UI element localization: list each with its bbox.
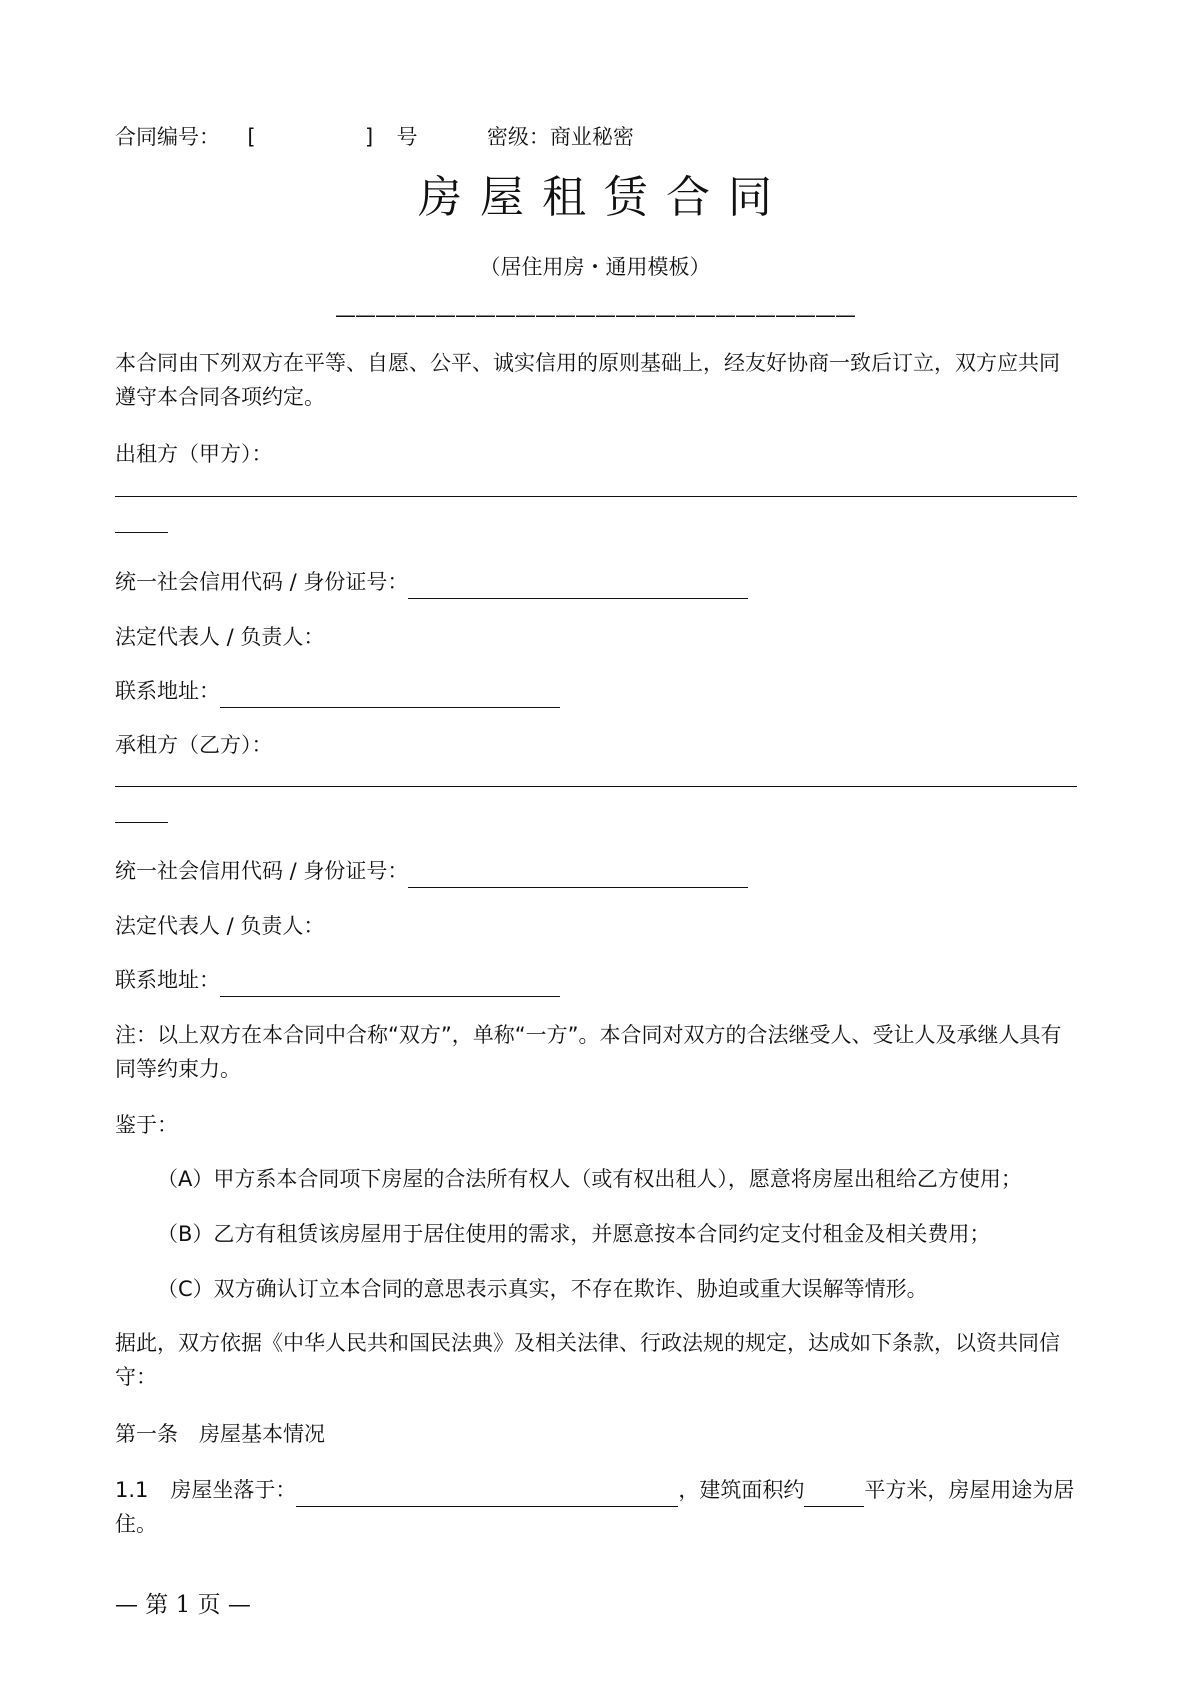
- whereas-item-a: （A）甲方系本合同项下房屋的合法所有权人（或有权出租人），愿意将房屋出租给乙方使用；: [157, 1167, 1022, 1191]
- clause-number: 1.1: [115, 1478, 149, 1502]
- contract-number-label: 合同编号：: [115, 125, 220, 149]
- document-title: 房屋租赁合同: [418, 172, 790, 223]
- bracket-close: ]: [364, 125, 374, 149]
- secrecy-level: 密级：商业秘密: [486, 125, 634, 149]
- lessor-id-field[interactable]: [408, 572, 748, 599]
- lessee-id-label: 统一社会信用代码 / 身份证号：: [115, 859, 409, 883]
- lessor-address-row: [115, 674, 1077, 708]
- location-label: 房屋坐落于：: [170, 1478, 297, 1502]
- lessor-id-label: 统一社会信用代码 / 身份证号：: [115, 570, 409, 594]
- whereas-label: 鉴于：: [115, 1113, 178, 1137]
- document-subtitle: （居住用房・通用模板）: [479, 255, 711, 279]
- lessee-name-line-continued[interactable]: [115, 822, 168, 823]
- lessor-name-line-continued[interactable]: [115, 532, 168, 533]
- lessee-id-field[interactable]: [408, 861, 748, 888]
- whereas-item-b: （B）乙方有租赁该房屋用于居住使用的需求，并愿意按本合同约定支付租金及相关费用；: [157, 1222, 991, 1246]
- lessee-address-label: 联系地址：: [115, 968, 220, 992]
- basis-paragraph: 据此，双方依据《中华人民共和国民法典》及相关法律、行政法规的规定，达成如下条款，以资共同信守：: [115, 1331, 1060, 1389]
- location-field[interactable]: [296, 1480, 678, 1507]
- number-suffix: 号: [396, 125, 418, 149]
- area-label: ，建筑面积约: [678, 1478, 805, 1502]
- article-1-title: 第一条 房屋基本情况: [115, 1422, 325, 1446]
- area-suffix: 平方米，房屋用途为居住。: [115, 1478, 1075, 1536]
- contract-header: [115, 120, 1077, 154]
- lessee-label: 承租方（乙方）：: [115, 733, 273, 757]
- lessee-id-row: [115, 854, 1077, 888]
- bracket-open: [: [247, 125, 256, 149]
- title-divider: ——————————————————————————: [335, 303, 855, 327]
- lessee-address-field[interactable]: [220, 970, 560, 997]
- lessor-label: 出租方（甲方）：: [115, 442, 273, 466]
- lessee-address-row: [115, 963, 1077, 997]
- lessor-name-line[interactable]: [115, 496, 1077, 497]
- clause-1-1: [115, 1473, 1077, 1541]
- intro-paragraph: 本合同由下列双方在平等、自愿、公平、诚实信用的原则基础上，经友好协商一致后订立，双方应共同遵守本合同各项约定。: [115, 351, 1060, 409]
- lessor-id-row: [115, 565, 1077, 599]
- lessor-address-field[interactable]: [220, 681, 560, 708]
- lessor-rep-label: 法定代表人 / 负责人：: [115, 625, 325, 649]
- parties-note: 注：以上双方在本合同中合称“双方”，单称“一方”。本合同对双方的合法继受人、受让人及承继人具有同等约束力。: [115, 1023, 1062, 1081]
- page-number: — 第 1 页 —: [115, 1592, 251, 1618]
- lessee-rep-label: 法定代表人 / 负责人：: [115, 914, 325, 938]
- area-field[interactable]: [804, 1480, 864, 1507]
- whereas-item-c: （C）双方确认订立本合同的意思表示真实，不存在欺诈、胁迫或重大误解等情形。: [157, 1277, 928, 1301]
- lessee-name-line[interactable]: [115, 786, 1077, 787]
- lessor-address-label: 联系地址：: [115, 679, 220, 703]
